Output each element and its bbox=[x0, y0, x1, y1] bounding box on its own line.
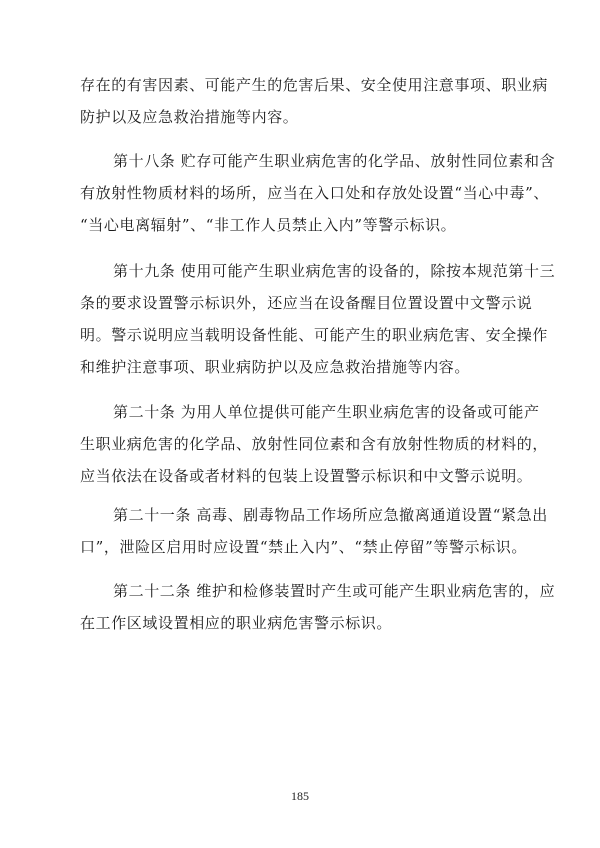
text-line: 条的要求设置警示标识外，还应当在设备醒目位置设置中文警示说 bbox=[80, 294, 533, 312]
text-line: 在工作区域设置相应的职业病危害警示标识。 bbox=[80, 614, 393, 632]
article-22 bbox=[80, 575, 556, 639]
text-line: 明。警示说明应当载明设备性能、可能产生的职业病危害、安全操作 bbox=[80, 326, 549, 344]
article-20 bbox=[80, 396, 549, 492]
text-line: 第二十条 为用人单位提供可能产生职业病危害的设备或可能产 bbox=[113, 403, 540, 421]
text-line: 第十八条 贮存可能产生职业病危害的化学品、放射性同位素和含 bbox=[113, 152, 556, 170]
text-line: 存在的有害因素、可能产生的危害后果、安全使用注意事项、职业病 bbox=[80, 76, 549, 94]
text-line: 防护以及应急救治措施等内容。 bbox=[80, 108, 299, 126]
text-line: 生职业病危害的化学品、放射性同位素和含有放射性物质的材料的， bbox=[80, 435, 549, 453]
text-line: 口”，泄险区启用时应设置“禁止入内”、“禁止停留”等警示标识。 bbox=[80, 538, 527, 556]
article-18 bbox=[80, 145, 556, 241]
text-line: 和维护注意事项、职业病防护以及应急救治措施等内容。 bbox=[80, 358, 471, 376]
text-line: “当心电离辐射”、“非工作人员禁止入内”等警示标识。 bbox=[80, 216, 457, 234]
text-line: 第十九条 使用可能产生职业病危害的设备的，除按本规范第十三 bbox=[113, 262, 556, 280]
article-19 bbox=[80, 255, 556, 383]
page-number: 185 bbox=[291, 789, 309, 803]
text-line: 有放射性物质材料的场所，应当在入口处和存放处设置“当心中毒”、 bbox=[80, 184, 549, 202]
text-line: 第二十一条 高毒、剧毒物品工作场所应急撤离通道设置“紧急出 bbox=[113, 506, 548, 524]
article-21 bbox=[80, 499, 548, 563]
paragraph-continuation bbox=[80, 69, 549, 133]
text-line: 应当依法在设备或者材料的包装上设置警示标识和中文警示说明。 bbox=[80, 467, 533, 485]
text-line: 第二十二条 维护和检修装置时产生或可能产生职业病危害的，应 bbox=[113, 582, 556, 600]
